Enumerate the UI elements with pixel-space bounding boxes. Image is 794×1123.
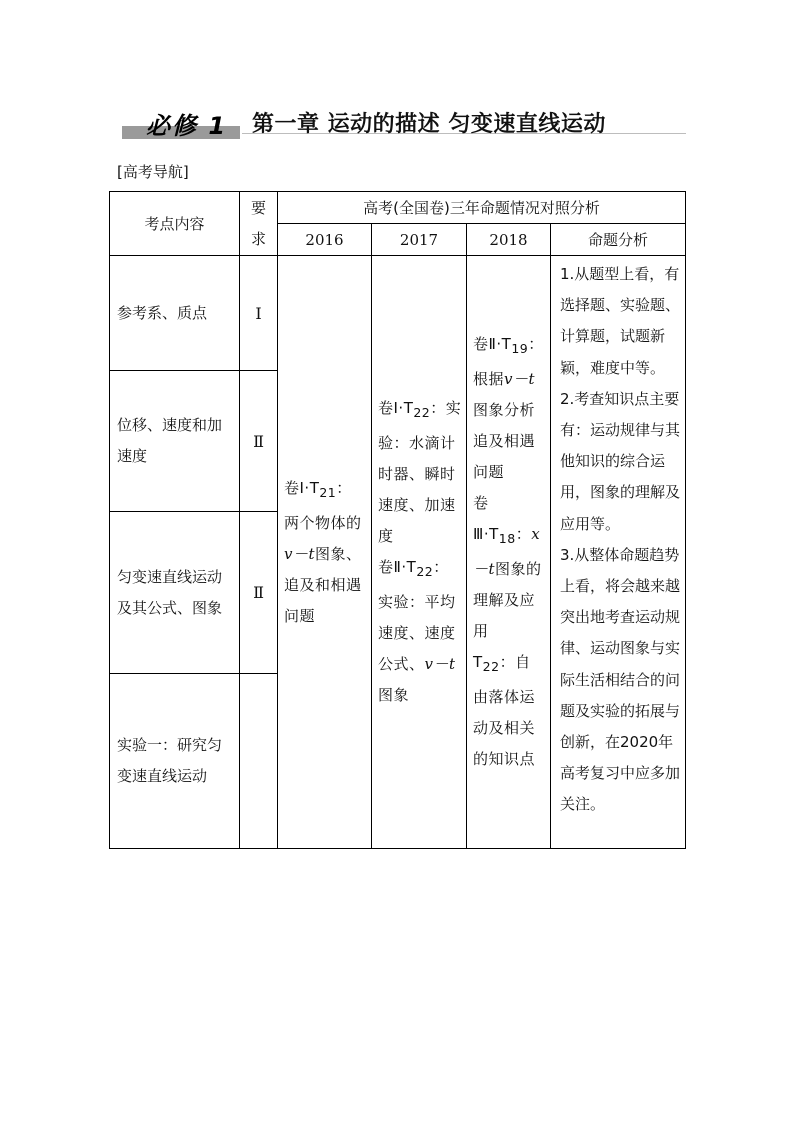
vt-2016: v－t [284,544,316,563]
text-2018-b: ：根据 [473,335,544,388]
ref-2017-2: 卷Ⅱ·T [378,558,417,576]
analysis-point: 3.从整体命题趋势上看，将会越来越突出地考查运动规律、运动图象与实际生活相结合的问题及实验的拓展与创新，在2020年高考复习中应多加关注。 [560,545,681,814]
topic-cell: 参考系、质点 [110,256,240,371]
ref-2018-3-sub: 22 [482,659,500,674]
topic-cell: 实验一：研究匀变速直线运动 [110,674,240,849]
ref-2017-2-sub: 22 [416,564,434,579]
analysis-cell [551,256,686,849]
chapter-header [118,106,688,146]
ref-2016: 卷Ⅰ·T [284,478,320,497]
chapter-title: 第一章 运动的描述 匀变速直线运动 [252,111,606,137]
requirement-cell: Ⅱ [240,371,278,512]
header-year-2017: 2017 [372,224,467,256]
header-group: 高考(全国卷)三年命题情况对照分析 [278,192,686,224]
ref-2018-2: 卷Ⅲ·T [473,494,499,543]
requirement-cell: Ⅱ [240,512,278,674]
text-2017-d: ：实验：平均速度、速度公式、 [378,558,456,673]
text-2017-f: 图象 [378,686,410,704]
ref-2017-1: 卷Ⅰ·T [378,399,414,417]
year-2016-cell [278,256,372,849]
analysis-point: 1.从题型上看，有选择题、实验题、计算题，试题新颖，难度中等。 [560,265,681,377]
text-2018-f: ： [515,525,532,543]
ref-2018-1-sub: 19 [511,341,529,356]
header-year-2018: 2018 [467,224,551,256]
text-2016-b: ：两个物体的 [284,478,362,532]
ref-2018-3: T [473,653,483,671]
ref-2018-1: 卷Ⅱ·T [473,335,512,353]
requirement-cell [240,674,278,849]
module-badge: 必修 1 [146,112,228,140]
header-topic: 考点内容 [110,192,240,256]
text-2016-d: 图象、追及和相遇问题 [284,544,362,625]
header-year-2016: 2016 [278,224,372,256]
exam-analysis-table [109,191,686,849]
topic-cell: 匀变速直线运动及其公式、图象 [110,512,240,674]
header-requirement [240,192,278,256]
header-req-line2: 求 [250,229,266,248]
header-req-line1: 要 [250,198,266,217]
xt-2018: x－t [473,525,541,578]
text-2018-h: 图象的理解及应用 [473,560,542,640]
text-2018-j: ：自由落体运动及相关的知识点 [473,653,536,768]
topic-cell: 位移、速度和加速度 [110,371,240,512]
year-2017-cell [372,256,467,849]
ref-2017-1-sub: 22 [413,405,431,420]
header-analysis: 命题分析 [551,224,686,256]
year-2018-cell [467,256,551,849]
ref-2016-sub: 21 [319,484,337,500]
ref-2018-2-sub: 18 [498,531,516,546]
text-2018-d: 图象分析追及相遇问题 [473,401,536,481]
section-label: [高考导航] [117,163,189,181]
requirement-cell: Ⅰ [240,256,278,371]
vt-2017: v－t [424,655,456,673]
vt-2018: v－t [504,370,536,388]
analysis-point: 2.考查知识点主要有：运动规律与其他知识的综合运用，图象的理解及应用等。 [560,389,681,533]
text-2017-b: ：实验：水滴计时器、瞬时速度、加速度 [378,399,462,545]
